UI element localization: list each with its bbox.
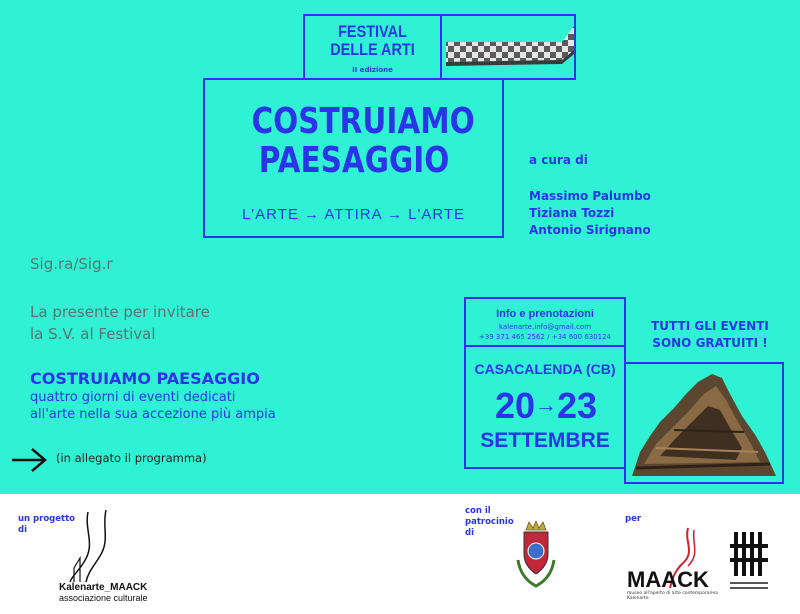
patronage-label-line3: di — [465, 528, 474, 538]
curator-name: Tiziana Tozzi — [529, 206, 615, 220]
invite-text — [30, 301, 210, 345]
date-arrow-icon: → — [535, 392, 557, 417]
main-title-line1: COSTRUIAMO — [251, 101, 475, 142]
main-title-box — [203, 78, 504, 238]
chessboard-image — [442, 16, 574, 78]
event-month: SETTEMBRE — [480, 429, 610, 452]
invite-line2: la S.V. al Festival — [30, 325, 156, 343]
free-events-note — [630, 318, 790, 352]
for-label: per — [625, 514, 642, 524]
main-tagline: L'ARTE → ATTIRA → L'ARTE — [241, 206, 466, 223]
invite-line1: La presente per invitare — [30, 303, 210, 321]
wood-sculpture-image — [626, 364, 782, 482]
curator-name: Massimo Palumbo — [529, 189, 651, 203]
kalenarte-line1: Kalenarte_MAACK — [59, 582, 148, 593]
start-day: 20 — [494, 385, 535, 426]
patronage-label — [465, 506, 514, 539]
festival-title — [315, 23, 430, 59]
maack-heritage-logo-icon — [728, 530, 772, 596]
date-box — [464, 345, 626, 469]
curators-label: a cura di — [529, 153, 588, 167]
sculpture-frame — [624, 362, 784, 484]
arrow-right-icon — [10, 446, 50, 474]
salutation: Sig.ra/Sig.r — [30, 255, 113, 273]
project-label-line2: di — [18, 525, 27, 535]
chessboard-frame — [440, 14, 576, 80]
event-desc-line1: quattro giorni di eventi dedicati — [30, 390, 236, 405]
festival-line2: DELLE ARTI — [330, 40, 415, 59]
event-dates — [476, 385, 616, 427]
event-description — [30, 389, 276, 423]
kalenarte-logo-icon — [66, 510, 116, 584]
patronage-label-line1: con il — [465, 506, 491, 516]
info-phones: +39 371 465 2562 / +34 600 630124 — [478, 333, 612, 341]
event-name: COSTRUIAMO PAESAGGIO — [30, 369, 260, 388]
casacalenda-coat-of-arms-icon — [512, 520, 560, 592]
project-label-line1: un progetto — [18, 514, 75, 524]
event-desc-line2: all'arte nella sua accezione più ampia — [30, 407, 276, 422]
festival-box — [303, 14, 442, 80]
maack-subtitle: museo all'aperto di arte contemporanea Kalenarte — [627, 591, 718, 601]
kalenarte-line2: associazione culturale — [59, 593, 148, 603]
patronage-label-line2: patrocinio — [465, 517, 514, 527]
attached-program-note: (in allegato il programma) — [56, 451, 207, 465]
curator-name: Antonio Sirignano — [529, 223, 651, 237]
free-events-line2: SONO GRATUITI ! — [652, 336, 768, 350]
festival-line1: FESTIVAL — [338, 22, 407, 41]
info-title: Info e prenotazioni — [496, 308, 594, 320]
info-email[interactable]: kalenarte.info@gmail.com — [498, 323, 592, 331]
festival-edition: II edizione — [352, 66, 393, 74]
free-events-line1: TUTTI GLI EVENTI — [651, 319, 769, 333]
main-title-line2: PAESAGGIO — [258, 140, 450, 181]
maack-logo-text: MAACK — [627, 567, 709, 592]
end-day: 23 — [557, 385, 598, 426]
info-box — [464, 297, 626, 347]
main-title — [251, 101, 475, 181]
event-place: CASACALENDA (CB) — [474, 361, 616, 377]
kalenarte-name — [59, 583, 148, 603]
